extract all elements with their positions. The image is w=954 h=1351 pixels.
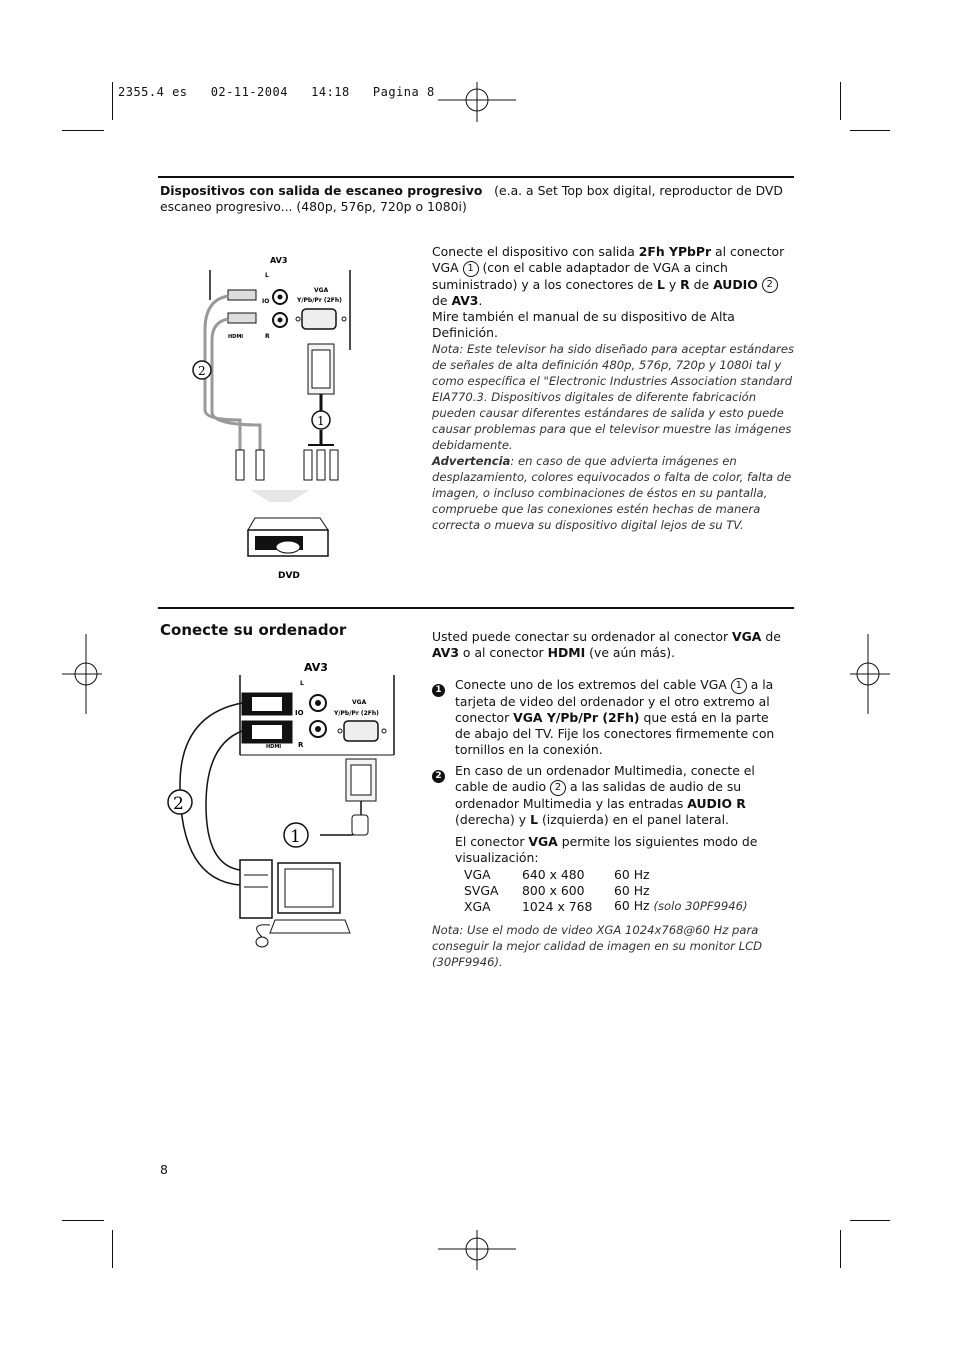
vga-modes-intro <box>455 834 785 866</box>
label-2: 2 <box>198 364 206 378</box>
text-span: al conector <box>715 244 785 259</box>
crop-mark <box>840 1230 841 1268</box>
warning-text: : en caso de que advierta imágenes en desplazamiento, colores equivocados o falta de color, falta de imagen, o incluso combinaciones de éstos en su pantalla, compruebe que las conexiones estén hechas de manera correcta o mueva su dispositivo digital lejos de su TV. <box>432 454 792 532</box>
computer-connection-diagram <box>160 655 400 955</box>
crop-mark <box>112 82 113 120</box>
step-number-icon: 2 <box>432 770 445 783</box>
text-span: de <box>432 293 448 308</box>
text-span: AV3 <box>432 645 459 660</box>
l-label: L <box>300 680 304 687</box>
text-span: o al conector <box>462 645 544 660</box>
text-span: (con el cable adaptador de VGA a cinch <box>482 260 728 275</box>
registration-target-icon <box>438 82 518 122</box>
r-label: R <box>265 333 270 340</box>
mode-resolution: 1024 x 768 <box>522 898 593 914</box>
text-span: VGA Y/Pb/Pr (2Fh) <box>513 709 640 725</box>
text-span: (ve aún más). <box>589 645 676 660</box>
text-span: suministrado) y a los conectores de <box>432 276 654 292</box>
registration-target-icon <box>438 1230 518 1270</box>
text-span: VGA <box>528 834 558 849</box>
av3-label: AV3 <box>270 256 288 265</box>
label-1: 1 <box>290 827 301 847</box>
crop-mark <box>62 1220 104 1221</box>
text-span: Conecte uno de los extremos del cable VGA <box>455 677 727 692</box>
dvd-label: DVD <box>278 571 300 581</box>
text-span: y <box>668 276 677 292</box>
section1-note: Nota: Este televisor ha sido diseñado para aceptar estándares de señales de alta definición 480p, 576p, 720p y 1080i tal y como específica el "Electronic Industries Association standard EIA770.3. Dispositivos digitales de diferente fabricación pueden causar diferentes estándares de salida y esto puede causar problemas para que el televisor muestre las imágenes debidamente. <box>432 342 794 452</box>
text-span: (derecha) y <box>455 811 527 827</box>
l-label: L <box>265 272 269 279</box>
step-number-icon: 1 <box>432 684 445 697</box>
print-slug: 2355.4 es 02-11-2004 14:18 Pagina 8 <box>118 85 435 99</box>
text-span: Conecte el dispositivo con salida <box>432 244 635 259</box>
mode-frequency-cell <box>614 866 748 882</box>
step2-text <box>455 763 785 828</box>
section-divider <box>158 176 794 178</box>
text-span: L <box>656 276 665 292</box>
text-span: Usted puede conectar su ordenador al conector <box>432 629 729 644</box>
section1-paragraph <box>432 244 794 341</box>
circled-number: 2 <box>550 780 566 796</box>
mode-name: VGA <box>464 866 491 882</box>
circled-number: 1 <box>463 261 479 277</box>
registration-target-icon <box>850 634 890 714</box>
section2-intro <box>432 629 794 661</box>
section-divider <box>158 607 794 609</box>
page-number: 8 <box>160 1162 168 1177</box>
av3-label: AV3 <box>304 661 328 674</box>
table-row <box>464 898 748 914</box>
r-label: R <box>298 741 304 749</box>
vga-label: VGA <box>352 699 367 706</box>
crop-mark <box>840 82 841 120</box>
crop-mark <box>112 1230 113 1268</box>
text-span: VGA <box>432 260 459 275</box>
section2-title: Conecte su ordenador <box>160 621 347 639</box>
crop-mark <box>62 130 104 131</box>
section1-intro-b: escaneo progresivo... (480p, 576p, 720p o 1080i) <box>160 199 467 214</box>
circled-number: 1 <box>731 678 747 694</box>
text-span: (izquierda) en el panel lateral. <box>541 811 729 827</box>
section1-warning <box>432 453 794 533</box>
text-span: 2Fh YPbPr <box>638 244 712 259</box>
mode-frequency-cell <box>614 882 748 898</box>
text-span: En caso de un ordenador Multimedia, conecte el cable de audio <box>455 763 755 794</box>
vga-modes-table <box>464 866 748 914</box>
mode-name: XGA <box>464 898 491 914</box>
text-span: AUDIO R <box>687 795 746 811</box>
text-span: HDMI <box>547 645 586 660</box>
ypbpr-label: Y/Pb/Pr (2Fh) <box>334 710 379 717</box>
mode-frequency: 60 Hz <box>614 866 650 882</box>
registration-target-icon <box>62 634 102 714</box>
warning-label: Advertencia <box>432 454 511 468</box>
section1-title: Dispositivos con salida de escaneo progresivo <box>160 183 483 198</box>
text-span: L <box>530 811 538 827</box>
section1-intro-a: (e.a. a Set Top box digital, reproductor de DVD <box>494 183 783 198</box>
hdmi-label: HDMI <box>228 334 244 340</box>
hdmi-label: HDMI <box>266 744 282 750</box>
mode-resolution: 640 x 480 <box>522 866 585 882</box>
text-span: AV3 <box>451 293 479 308</box>
label-2: 2 <box>173 794 184 814</box>
mode-note: (solo 30PF9946) <box>653 899 748 913</box>
mode-resolution: 800 x 600 <box>522 882 585 898</box>
crop-mark <box>850 130 890 131</box>
label-1: 1 <box>317 414 325 428</box>
table-row <box>464 866 748 882</box>
text-span: a las salidas de audio de su ordenador Multimedia y las entradas <box>455 779 742 811</box>
io-label: IO <box>295 709 304 717</box>
text-span: . <box>478 293 483 308</box>
text-span: AUDIO <box>713 276 758 292</box>
progressive-scan-connection-diagram <box>190 240 370 585</box>
text-span: de <box>765 629 781 644</box>
table-row <box>464 882 748 898</box>
section1-heading <box>160 183 796 215</box>
mode-frequency: 60 Hz <box>614 882 650 898</box>
text-span: permite los siguientes modo de visualización: <box>455 834 758 865</box>
vga-label: VGA <box>314 287 329 294</box>
text-span: Mire también el manual de su dispositivo de Alta Definición. <box>432 309 735 340</box>
step1-text <box>455 677 785 758</box>
mode-name: SVGA <box>464 882 499 898</box>
mode-frequency: 60 Hz <box>614 898 650 913</box>
io-label: IO <box>262 298 270 305</box>
text-span: de <box>693 276 710 292</box>
text-span: que está en la parte de abajo del TV. Fije los conectores firmemente con tornillos en la conexión. <box>455 709 775 757</box>
step2-marker <box>432 766 445 785</box>
step1-marker <box>432 680 445 699</box>
section2-note: Nota: Use el modo de video XGA 1024x768@60 Hz para conseguir la mejor calidad de imagen en su monitor LCD (30PF9946). <box>432 923 763 969</box>
text-span: VGA <box>732 629 762 644</box>
ypbpr-label: Y/Pb/Pr (2Fh) <box>297 297 342 304</box>
text-span: El conector <box>455 834 525 849</box>
mode-frequency-cell <box>614 898 748 914</box>
text-span: a la tarjeta de video del ordenador y el otro extremo al conector <box>455 677 774 725</box>
text-span: R <box>680 276 690 292</box>
crop-mark <box>850 1220 890 1221</box>
circled-number: 2 <box>762 277 778 293</box>
